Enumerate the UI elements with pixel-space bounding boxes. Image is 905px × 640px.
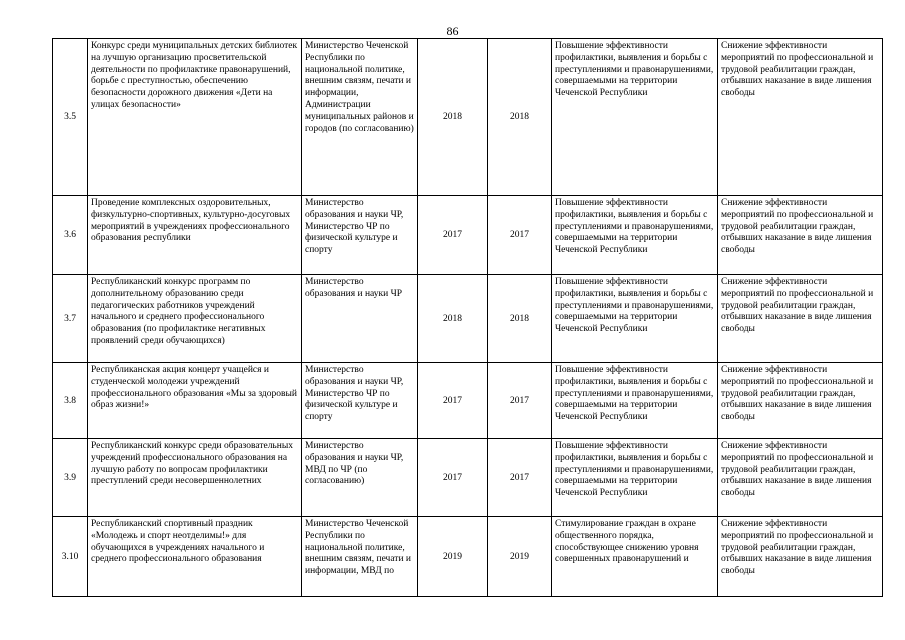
table-row — [53, 275, 883, 363]
row-number: 3.8 — [53, 363, 88, 439]
start-year: 2017 — [418, 196, 488, 275]
measure-name: Республиканский спортивный праздник «Молодежь и спорт неотделимы!» для обучающихся в учреждениях начального и среднего профессионального образования — [88, 517, 302, 597]
start-year: 2018 — [418, 39, 488, 196]
expected-result: Повышение эффективности профилактики, выявления и борьбы с преступлениями и правонарушениями, совершаемыми на территории Чеченской Республики — [552, 196, 718, 275]
measure-name: Республиканский конкурс среди образовательных учреждений профессионального образования на лучшую работу по вопросам профилактики преступлений среди несовершеннолетних — [88, 439, 302, 517]
table-row — [53, 439, 883, 517]
end-year: 2018 — [488, 39, 552, 196]
consequence-of-non-implementation: Снижение эффективности мероприятий по профессиональной и трудовой реабилитации граждан, отбывших наказание в виде лишения свободы — [718, 39, 883, 196]
measure-name: Республиканская акция концерт учащейся и студенческой молодежи учреждений профессионального образования «Мы за здоровый образ жизни!» — [88, 363, 302, 439]
table-row — [53, 517, 883, 597]
measure-name: Конкурс среди муниципальных детских библиотек на лучшую организацию просветительской деятельности по профилактике правонарушений, борьбе с преступностью, обеспечению безопасности дорожного движения «Дети на улицах безопасности» — [88, 39, 302, 196]
responsible-executor: Министерство Чеченской Республики по национальной политике, внешним связям, печати и информации, Администрации муниципальных районов и городов (по согласованию) — [302, 39, 418, 196]
responsible-executor: Министерство образования и науки ЧР, МВД по ЧР (по согласованию) — [302, 439, 418, 517]
row-number: 3.7 — [53, 275, 88, 363]
expected-result: Повышение эффективности профилактики, выявления и борьбы с преступлениями и правонарушениями, совершаемыми на территории Чеченской Республики — [552, 363, 718, 439]
table-row — [53, 39, 883, 196]
row-number: 3.9 — [53, 439, 88, 517]
row-number: 3.10 — [53, 517, 88, 597]
consequence-of-non-implementation: Снижение эффективности мероприятий по профессиональной и трудовой реабилитации граждан, отбывших наказание в виде лишения свободы — [718, 196, 883, 275]
page-number: 86 — [446, 24, 459, 38]
start-year: 2019 — [418, 517, 488, 597]
end-year: 2017 — [488, 363, 552, 439]
end-year: 2019 — [488, 517, 552, 597]
end-year: 2017 — [488, 196, 552, 275]
table-row — [53, 363, 883, 439]
measure-name: Республиканский конкурс программ по дополнительному образованию среди педагогических работников учреждений начального и среднего профессионального образования (по профилактике негативных проявлений среди обучающихся) — [88, 275, 302, 363]
consequence-of-non-implementation: Снижение эффективности мероприятий по профессиональной и трудовой реабилитации граждан, отбывших наказание в виде лишения свободы — [718, 363, 883, 439]
responsible-executor: Министерство Чеченской Республики по национальной политике, внешним связям, печати и информации, МВД по — [302, 517, 418, 597]
start-year: 2017 — [418, 439, 488, 517]
consequence-of-non-implementation: Снижение эффективности мероприятий по профессиональной и трудовой реабилитации граждан, отбывших наказание в виде лишения свободы — [718, 275, 883, 363]
row-number: 3.5 — [53, 39, 88, 196]
consequence-of-non-implementation: Снижение эффективности мероприятий по профессиональной и трудовой реабилитации граждан, отбывших наказание в виде лишения свободы — [718, 439, 883, 517]
start-year: 2018 — [418, 275, 488, 363]
end-year: 2017 — [488, 439, 552, 517]
responsible-executor: Министерство образования и науки ЧР, Министерство ЧР по физической культуре и спорту — [302, 196, 418, 275]
row-number: 3.6 — [53, 196, 88, 275]
expected-result: Повышение эффективности профилактики, выявления и борьбы с преступлениями и правонарушениями, совершаемыми на территории Чеченской Республики — [552, 39, 718, 196]
expected-result: Повышение эффективности профилактики, выявления и борьбы с преступлениями и правонарушениями, совершаемыми на территории Чеченской Республики — [552, 275, 718, 363]
expected-result: Стимулирование граждан в охране общественного порядка, способствующее снижению уровня совершенных правонарушений и — [552, 517, 718, 597]
consequence-of-non-implementation: Снижение эффективности мероприятий по профессиональной и трудовой реабилитации граждан, отбывших наказание в виде лишения свободы — [718, 517, 883, 597]
responsible-executor: Министерство образования и науки ЧР — [302, 275, 418, 363]
start-year: 2017 — [418, 363, 488, 439]
table-row — [53, 196, 883, 275]
expected-result: Повышение эффективности профилактики, выявления и борьбы с преступлениями и правонарушениями, совершаемыми на территории Чеченской Республики — [552, 439, 718, 517]
responsible-executor: Министерство образования и науки ЧР, Министерство ЧР по физической культуре и спорту — [302, 363, 418, 439]
program-measures-table — [52, 38, 883, 597]
measure-name: Проведение комплексных оздоровительных, физкультурно-спортивных, культурно-досуговых мероприятий в учреждениях профессионального образования республики — [88, 196, 302, 275]
end-year: 2018 — [488, 275, 552, 363]
